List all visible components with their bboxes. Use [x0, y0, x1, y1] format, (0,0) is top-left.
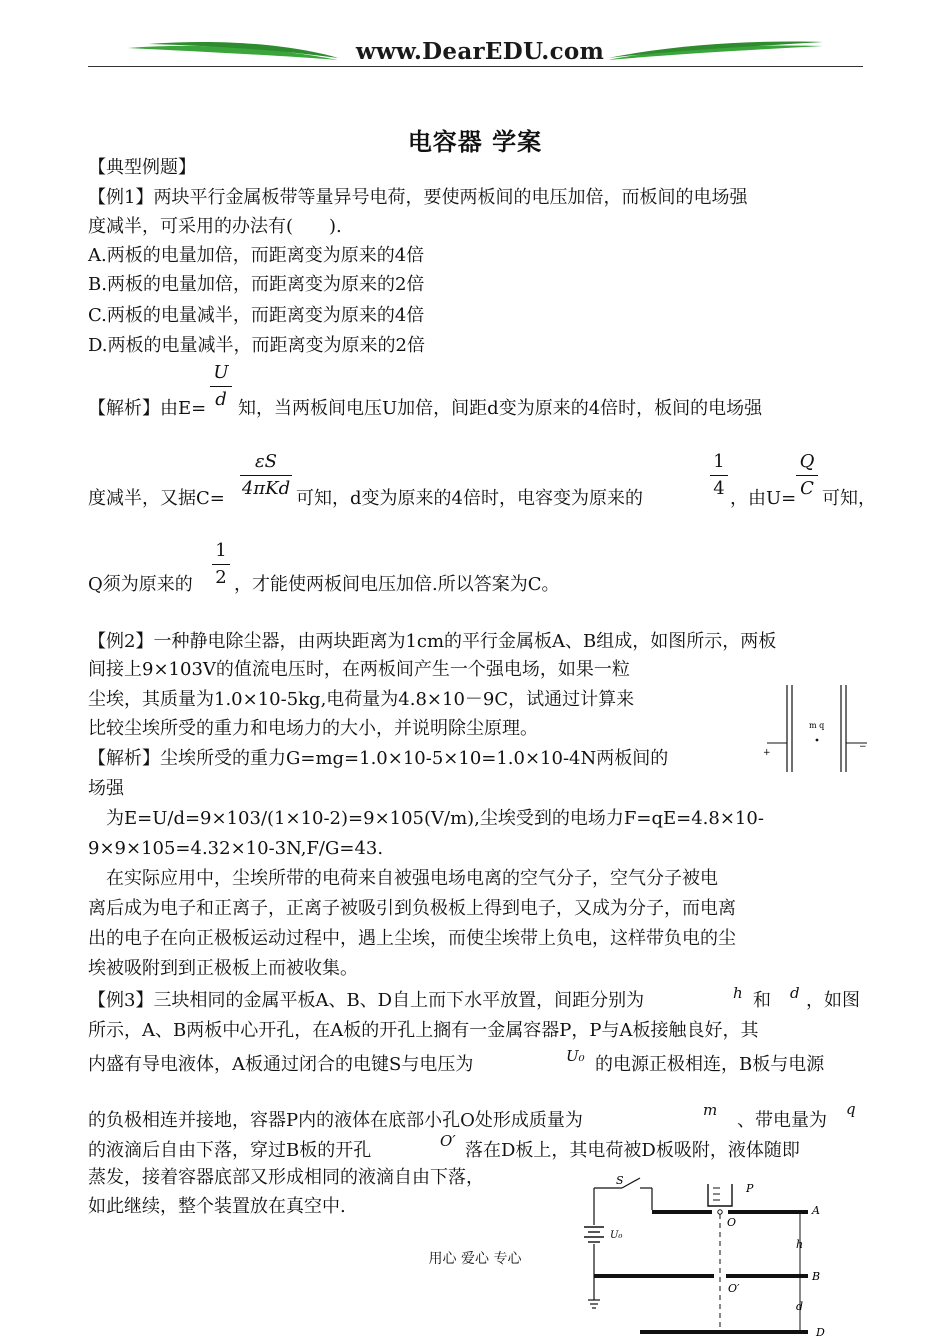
- page-footer: 用心 爱心 专心: [428, 1251, 522, 1267]
- ex3-line-4b: 、带电量为: [737, 1110, 827, 1131]
- ex3-line-7: 如此继续，整个装置放在真空中.: [88, 1196, 346, 1217]
- plate-a-right: [728, 1210, 808, 1214]
- fraction-numerator: U: [213, 362, 229, 383]
- plate-b-left: [594, 1274, 714, 1278]
- fraction-bar: [710, 475, 728, 476]
- ex1-analysis-3-pre: Q须为原来的: [88, 574, 193, 595]
- ex1-analysis-2-mid: 可知，d变为原来的4倍时，电容变为原来的: [296, 488, 643, 509]
- fraction-denominator: 4πKd: [241, 478, 291, 499]
- section-heading: 【典型例题】: [88, 157, 196, 178]
- label-d-plate: D: [816, 1326, 825, 1339]
- minus-label: −: [859, 742, 867, 752]
- label-h: h: [796, 1238, 804, 1251]
- ex2-line-7: 为E=U/d=9×103/(1×10-2)=9×105(V/m),尘埃受到的电场力F=qE=4.8×10-: [88, 808, 764, 829]
- fraction-q-over-c: [796, 451, 818, 500]
- fraction-numerator: 1: [215, 540, 227, 561]
- var-u0: U₀: [566, 1047, 585, 1065]
- var-m: m: [703, 1101, 718, 1119]
- fraction-numerator: εS: [255, 451, 277, 472]
- label-p: P: [746, 1182, 754, 1195]
- fraction-denominator: d: [215, 389, 227, 410]
- ex3-line-3a: 内盛有导电液体，A板通过闭合的电键S与电压为: [88, 1054, 474, 1075]
- fraction-numerator: 1: [713, 451, 725, 472]
- ex2-line-4: 比较尘埃所受的重力和电场力的大小，并说明除尘原理。: [88, 718, 538, 739]
- label-o: O: [727, 1216, 737, 1229]
- ex2-line-1: 【例2】一种静电除尘器，由两块距离为1cm的平行金属板A、B组成，如图所示，两板: [88, 631, 777, 652]
- label-d: d: [796, 1300, 804, 1313]
- ex2-line-10: 离后成为电子和正离子，正离子被吸引到负极板上得到电子，又成为分子，而电离: [88, 898, 736, 919]
- var-o-prime: O′: [440, 1132, 456, 1150]
- hole-o: [718, 1210, 722, 1214]
- ex1-option-b: B.两板的电量加倍，而距离变为原来的2倍: [88, 274, 425, 295]
- fraction-bar: [796, 475, 818, 476]
- label-b: B: [812, 1270, 821, 1283]
- label-a: A: [812, 1204, 820, 1217]
- plate-d: [640, 1330, 808, 1334]
- switch-arm: [622, 1178, 640, 1188]
- ex2-line-11: 出的电子在向正极板运动过程中，遇上尘埃，而使尘埃带上负电，这样带负电的尘: [88, 928, 736, 949]
- ex3-line-1a: 【例3】三块相同的金属平板A、B、D自上而下水平放置，间距分别为: [88, 990, 645, 1011]
- ex1-analysis-2-mid2: ，由U=: [730, 488, 797, 509]
- ex3-line-4a: 的负极相连并接地，容器P内的液体在底部小孔O处形成质量为: [88, 1110, 583, 1131]
- ex1-analysis-1-post: 知，当两板间电压U加倍，间距d变为原来的4倍时，板间的电场强: [238, 398, 763, 419]
- ex1-analysis-2-post: 可知，: [822, 488, 876, 509]
- ex2-line-8: 9×9×105=4.32×10-3N,F/G=43.: [88, 838, 384, 859]
- ex1-line-1: 【例1】两块平行金属板带等量异号电荷，要使两板间的电压加倍，而板间的电场强: [88, 187, 748, 208]
- dust-particle: [816, 739, 819, 742]
- var-d: d: [790, 984, 800, 1002]
- var-h: h: [733, 984, 743, 1002]
- fraction-u-over-d: [210, 362, 232, 411]
- fraction-denominator: C: [800, 478, 814, 499]
- ex3-line-5b: 落在D板上，其电荷被D板吸附，液体随即: [465, 1140, 800, 1161]
- ex3-line-5a: 的液滴后自由下落，穿过B板的开孔: [88, 1140, 372, 1161]
- label-o-prime: O′: [728, 1282, 740, 1295]
- fraction-capacitance: [240, 451, 292, 500]
- fraction-denominator: 4: [713, 478, 725, 499]
- fraction-numerator: Q: [799, 451, 815, 472]
- ex2-line-6: 场强: [88, 778, 124, 799]
- mq-label: m q: [809, 721, 825, 730]
- plate-b-right: [726, 1274, 808, 1278]
- page-title: 电容器 学案: [407, 128, 543, 156]
- ex2-line-3: 尘埃，其质量为1.0×10-5kg,电荷量为4.8×10－9C，试通过计算来: [88, 689, 635, 710]
- site-header-text: www.DearEDU.com: [355, 38, 605, 65]
- ex2-line-2: 间接上9×103V的值流电压时，在两板间产生一个强电场，如果一粒: [88, 659, 630, 680]
- dust-collector-figure: [755, 680, 865, 780]
- fraction-bar: [212, 564, 230, 565]
- fraction-one-quarter: [710, 451, 728, 500]
- var-q: q: [846, 1100, 856, 1118]
- container-p: [708, 1184, 732, 1206]
- ex2-line-12: 埃被吸附到到正极板上而被收集。: [88, 958, 358, 979]
- ex3-line-1b: 和: [753, 990, 771, 1011]
- plate-a-left: [652, 1210, 712, 1214]
- fraction-one-half: [212, 540, 230, 589]
- plus-label: +: [763, 748, 771, 758]
- header-rule: [88, 66, 863, 67]
- fraction-denominator: 2: [215, 567, 227, 588]
- ex1-option-a: A.两板的电量加倍，而距离变为原来的4倍: [88, 245, 425, 266]
- label-u0: U₀: [610, 1230, 623, 1241]
- ex1-option-c: C.两板的电量减半，而距离变为原来的4倍: [88, 305, 425, 326]
- ex3-line-6: 蒸发，接着容器底部又形成相同的液滴自由下落，: [88, 1167, 484, 1188]
- ex3-line-2: 所示，A、B两板中心开孔，在A板的开孔上搁有一金属容器P，P与A板接触良好，其: [88, 1020, 759, 1041]
- ex3-line-3b: 的电源正极相连，B板与电源: [595, 1054, 825, 1075]
- ex1-analysis-2-pre: 度减半，又据C=: [88, 488, 225, 509]
- ex1-option-d: D.两板的电量减半，而距离变为原来的2倍: [88, 335, 425, 356]
- ex2-line-5: 【解析】尘埃所受的重力G=mg=1.0×10-5×10=1.0×10-4N两板间的: [88, 748, 669, 769]
- fraction-bar: [210, 386, 232, 387]
- ex1-analysis-1-pre: 【解析】由E=: [88, 398, 207, 419]
- ex3-line-1c: ，如图: [806, 990, 860, 1011]
- ex2-line-9: 在实际应用中，尘埃所带的电荷来自被强电场电离的空气分子，空气分子被电: [88, 868, 718, 889]
- label-s: S: [616, 1174, 624, 1187]
- ex1-line-2: 度减半，可采用的办法有( ).: [88, 216, 342, 237]
- fraction-bar: [240, 475, 292, 476]
- ex1-analysis-3-post: ，才能使两板间电压加倍.所以答案为C。: [234, 574, 560, 595]
